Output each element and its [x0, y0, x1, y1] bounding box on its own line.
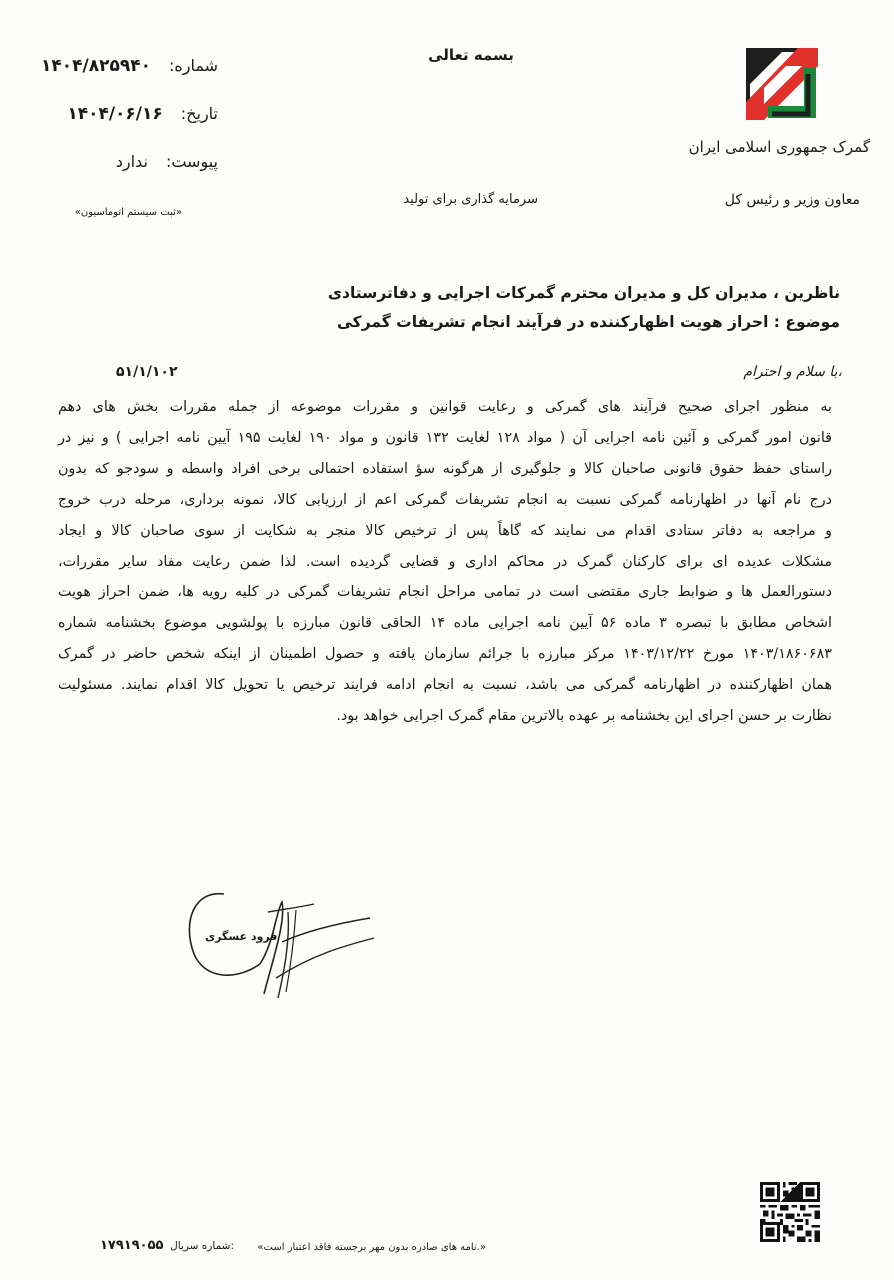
greeting: با سلام و احترام، — [743, 364, 842, 380]
body-line: راستای حفظ حقوق قانونی صاحبان کالا و جلوگیری از هرگونه سؤ استفاده احتمالی برخی افراد واسطه و سودجو که بدون — [58, 460, 832, 477]
attachment-label: پیوست: — [165, 152, 218, 171]
organization-name: گمرک جمهوری اسلامی ایران — [688, 138, 870, 156]
number-value: ۱۴۰۴/۸۲۵۹۴۰ — [41, 56, 151, 76]
body-line: همان اظهارکننده در اظهارنامه گمرکی می باشد، نسبت به انجام ادامه فرایند ترخیص یا تحویل کالا اقدام نمایند. مسئولیت — [58, 677, 832, 694]
signature-mark — [164, 882, 378, 1006]
body-line: دستورالعمل ها و ضوابط جاری مقتضی است در تمامی مراحل انجام تشریفات گمرکی در کلیه رویه ها، ضمن احراز هویت — [58, 584, 832, 601]
footer-validity-note: «نامه های صادره بدون مهر برجسته فاقد اعتبار است.» — [257, 1242, 486, 1253]
department-motto: سرمایه گذاری برای تولید — [403, 192, 538, 207]
serial-label: شماره سریال: — [170, 1240, 234, 1252]
letter-date-row — [67, 104, 218, 124]
body-line: ۱۴۰۳/۱۸۶۰۶۸۳ مورخ ۱۴۰۳/۱۲/۲۲ مرکز مبارزه با جرائم سازمان یافته و حصول اطمینان از اینکه شخص حاضر در گمرک — [58, 646, 832, 663]
body-line: به منظور اجرای صحیح فرآیند های گمرکی و رعایت قوانین و مقررات موضوعه از جمله مقررات بخش های دهم — [58, 399, 832, 415]
body-line: درج نام آنها در اظهارنامه گمرکی نسبت به انجام تشریفات گمرکی اعم از ارزیابی کالا، نمونه برداری، مرحله درب خروج — [58, 491, 832, 508]
date-value: ۱۴۰۴/۰۶/۱۶ — [67, 104, 163, 124]
body-line: اشخاص مطابق با تبصره ۳ ماده ۵۶ آیین نامه اجرایی ماده ۱۴ الحاقی قانون مبارزه با پولشویی موضوع بخشنامه شماره — [58, 615, 832, 632]
recipients-line: ناظرین ، مدیران کل و مدیران محترم گمرکات اجرایی و دفاترستادی — [327, 284, 840, 302]
signatory-name: فرود عسگری — [205, 930, 278, 943]
attachment-row — [116, 152, 218, 171]
letter-body — [58, 392, 832, 732]
subject-line: موضوع : احراز هویت اظهارکننده در فرآیند انجام تشریفات گمرکی — [337, 313, 840, 331]
system-note: «ثبت سیستم اتوماسیون» — [74, 207, 182, 218]
date-label: تاریخ: — [180, 104, 218, 123]
reference-number: ۵۱/۱/۱۰۲ — [116, 364, 178, 380]
deputy-title: معاون وزیر و رئیس کل — [724, 192, 860, 208]
attachment-value: ندارد — [115, 152, 148, 171]
number-label: شماره: — [168, 56, 218, 75]
serial-number: ۱۷۹۱۹۰۵۵ — [100, 1238, 164, 1253]
body-line: مشکلات عدیده ای برای کارکنان گمرک در محاکم اداری و قضایی گردیده است. لذا ضمن رعایت مفاد سایر مقررات، — [58, 553, 832, 570]
letter-number-row — [41, 56, 218, 76]
body-line: نظارت بر حسن اجرای این بخشنامه بر عهده بالاترین مقام گمرک اجرایی خواهد بود. — [336, 708, 832, 725]
body-line: و مراجعه به دفاتر ستادی اقدام می نمایند که گاهاً پس از ترخیص کالا منجر به شکایت از سوی صاحبان کالا و ایجاد — [58, 522, 832, 539]
customs-logo-icon — [742, 44, 824, 126]
qr-code-icon[interactable] — [760, 1182, 820, 1242]
body-line: قانون امور گمرکی و آئین نامه اجرایی آن ( مواد ۱۲۸ لغایت ۱۳۲ قانون و مواد ۱۹۰ لغایت ۱۹۵ آیین نامه اجرایی ) و نیز در — [58, 429, 833, 446]
besmeh-heading: بسمه تعالی — [428, 46, 514, 64]
